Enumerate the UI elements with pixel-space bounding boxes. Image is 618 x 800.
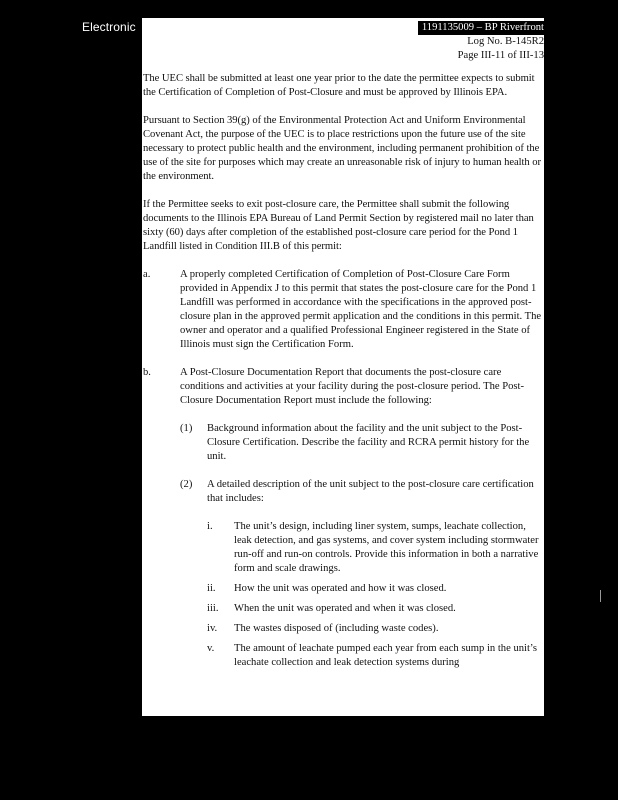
list-item-text: How the unit was operated and how it was closed.	[234, 583, 447, 594]
sub-item-2	[143, 478, 543, 506]
list-marker: ii.	[207, 583, 216, 594]
paragraph-exit-post-closure: If the Permittee seeks to exit post-closure care, the Permittee shall submit the following documents to the Illinois EPA Bureau of Land Permit Section by registered mail no later than sixty (60) days after completion of the established post-closure care period for the Pond 1 Landfill listed in Condition III.B of this permit:	[143, 199, 534, 252]
list-item-text: A Post-Closure Documentation Report that documents the post-closure care conditions and activities at your facility during the post-closure period. The Post-Closure Documentation Report must include the following:	[180, 367, 525, 406]
list-item-text: Background information about the facility and the unit subject to the Post-Closure Certification. Describe the facility and RCRA permit history for the unit.	[207, 423, 530, 462]
header-facility-id: 1191135009 – BP Riverfront	[418, 21, 544, 35]
list-item-text: A properly completed Certification of Completion of Post-Closure Care Form provided in Appendix J to this permit that states the post-closure care for the Pond 1 Landfill was performed in accordance with the specifications in the approved post-closure plan in the approved permit application and the conditions in this permit. The owner and operator and a qualified Professional Engineer registered in the State of Illinois must sign the Certification Form.	[180, 269, 542, 350]
list-item-b	[143, 366, 543, 408]
roman-item-iv	[143, 622, 543, 636]
list-marker: b.	[143, 367, 151, 378]
list-item-text: The wastes disposed of (including waste codes).	[234, 623, 439, 634]
list-marker: a.	[143, 269, 151, 280]
list-marker: iii.	[207, 603, 219, 614]
scrollbar-thumb[interactable]	[600, 590, 601, 602]
list-marker: iv.	[207, 623, 218, 634]
list-marker: (2)	[180, 479, 193, 490]
roman-item-ii	[143, 582, 543, 596]
list-item-text: When the unit was operated and when it was closed.	[234, 603, 456, 614]
list-item-text: The amount of leachate pumped each year from each sump in the unit’s leachate collection and leak detection systems during	[234, 643, 537, 668]
roman-item-iii	[143, 602, 543, 616]
sub-item-1	[143, 422, 543, 464]
paragraph-section-39g: Pursuant to Section 39(g) of the Environmental Protection Act and Uniform Environmental Covenant Act, the purpose of the UEC is to place restrictions upon the future use of the site necessary to protect public health and the environment, including permanent prohibition of the use of the site for purposes which may create an unreasonable risk of injury to human health or the environment.	[143, 115, 541, 182]
list-marker: (1)	[180, 423, 193, 434]
paragraph-uec-submission: The UEC shall be submitted at least one year prior to the date the permittee expects to submit the Certification of Completion of Post-Closure and must be approved by Illinois EPA.	[143, 73, 535, 98]
list-item-text: The unit’s design, including liner system, sumps, leachate collection, leak detection, and gas systems, and cover system including stormwater run-off and run-on controls. Provide this information in both a narrative form and scale drawings.	[234, 521, 539, 574]
list-item-a	[143, 268, 543, 352]
roman-item-i	[143, 520, 543, 576]
header-log-number: Log No. B-145R2	[467, 36, 544, 47]
roman-item-v	[143, 642, 543, 670]
list-item-text: A detailed description of the unit subject to the post-closure care certification that includes:	[207, 479, 534, 504]
list-marker: i.	[207, 521, 213, 532]
header-page-number: Page III-11 of III-13	[457, 50, 544, 61]
filing-stamp: Electronic	[82, 20, 136, 34]
list-marker: v.	[207, 643, 215, 654]
document-page	[142, 18, 544, 716]
page-header	[418, 21, 544, 63]
document-body	[143, 72, 543, 676]
